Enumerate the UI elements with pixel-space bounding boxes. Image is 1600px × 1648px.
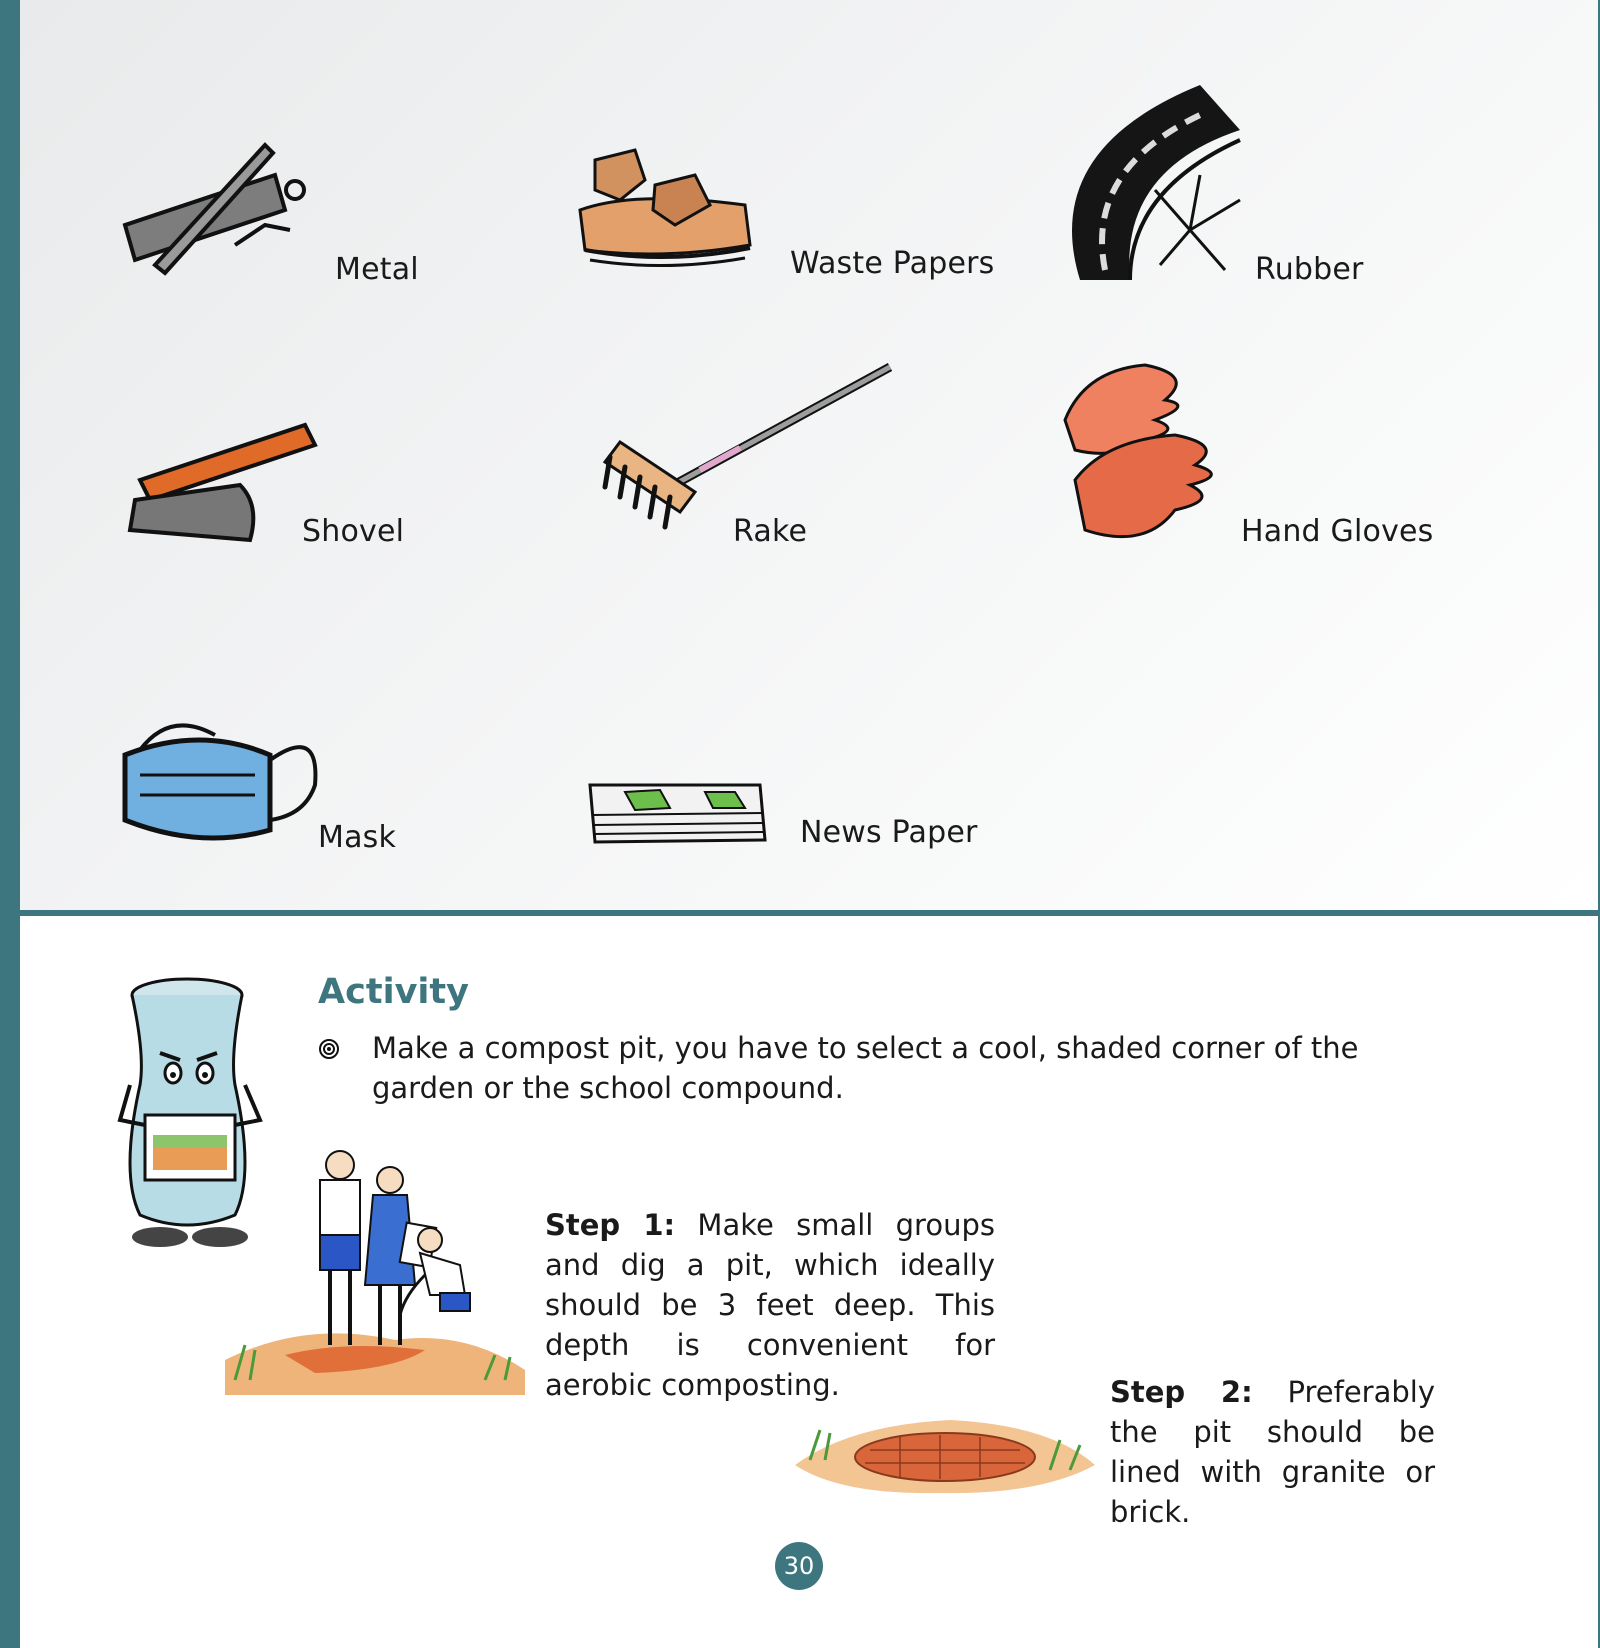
- waste-papers-illustration: [575, 140, 765, 280]
- shovel-label: Shovel: [302, 514, 405, 549]
- news-paper-illustration: [585, 780, 785, 850]
- activity-title: Activity: [318, 972, 469, 1012]
- page-number-badge: 30: [775, 1542, 823, 1590]
- waste-papers-label: Waste Papers: [790, 246, 995, 281]
- rubber-label: Rubber: [1255, 252, 1364, 287]
- brick-lined-pit-illustration: [790, 1405, 1100, 1495]
- left-page-border: [0, 0, 20, 1648]
- step-2-description: Preferably the pit should be lined with granite or brick.: [1110, 1375, 1435, 1529]
- rake-label: Rake: [733, 514, 808, 549]
- children-digging-illustration: [225, 1145, 530, 1395]
- shovel-illustration: [120, 420, 320, 560]
- mask-label: Mask: [318, 820, 397, 855]
- activity-bullet-text: Make a compost pit, you have to select a cool, shaded corner of the garden or the school compound.: [372, 1031, 1359, 1105]
- section-divider: [20, 910, 1600, 916]
- news-paper-label: News Paper: [800, 815, 978, 850]
- step-2-label: Step 2:: [1110, 1375, 1253, 1409]
- target-bullet-icon: [318, 1038, 340, 1060]
- rubber-tire-illustration: [1050, 80, 1250, 290]
- step-1-description: Make small groups and dig a pit, which ideally should be 3 feet deep. This depth is convenient for aerobic composting.: [545, 1208, 995, 1402]
- hand-gloves-label: Hand Gloves: [1241, 514, 1434, 549]
- step-2-text: [1110, 1372, 1435, 1532]
- step-1-text: [545, 1205, 995, 1405]
- metal-label: Metal: [335, 252, 419, 287]
- hand-gloves-illustration: [1055, 360, 1255, 560]
- mask-illustration: [120, 715, 320, 845]
- step-1-label: Step 1:: [545, 1208, 676, 1242]
- metal-illustration: [115, 135, 315, 285]
